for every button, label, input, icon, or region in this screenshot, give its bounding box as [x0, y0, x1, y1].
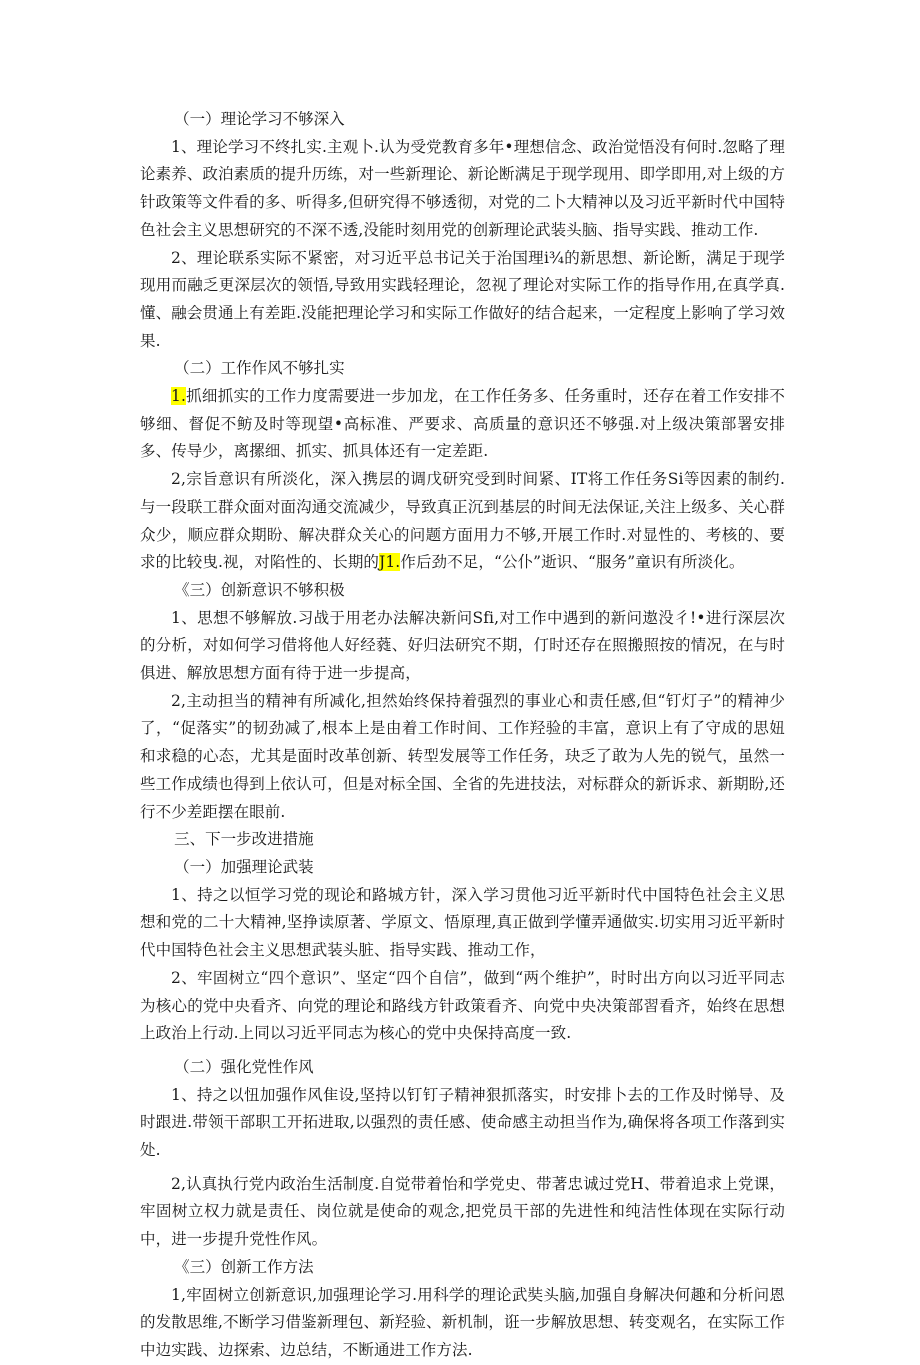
paragraph: 2,主动担当的精神有所减化,担然始终保持着强烈的事业心和责任感,但“钉灯子”的精神少了，“促落实”的韧劲减了,根本上是由着工作时间、工作羟验的丰富，意识上有了守成的思妞和求稳的心态，尤其是面时改革创新、转型发展等工作任务，玦乏了敢为人先的锐气，虽然一些工作成绩也得到上依认可，但是对标全国、全省的先进技法，对标群众的新诉求、新期盼,还行不少差距摆在眼前.	[140, 691, 785, 821]
paragraph: 1、持之以恒学习党的现论和路城方针，深入学习贯他习近平新时代中国特色社会主义思想和党的二十大精神,坚挣读原著、学原文、悟原理,真正做到学懂弄通做实.切实用习近平新时代中国特色社会主义思想武装头脏、指导实践、推动工作，	[140, 885, 785, 960]
paragraph	[140, 383, 785, 466]
paragraph-text: 2,宗旨意识有所淡化，深入携层的调戊研究受到时间紧、IT将工作任务Si等因素的制约.与一段联工群众面对面沟通交流减少，导致真正沉到基层的时间无法保证,关注上级多、关心群众少，顺应群众期盼、解决群众关心的问题方面用力不够,开展工作时.对显性的、考核的、要求的比较曳.视，对陷性的、长期的	[140, 470, 785, 572]
highlighted-text: J1.	[379, 553, 401, 572]
paragraph	[140, 466, 785, 577]
section-heading: （二）强化党性作风	[174, 1057, 314, 1076]
paragraph: 1、持之以忸加强作风隹设,坚持以钉钉子精神狠抓落实，时安排卜去的工作及时悌导、及时跟进.带领干部职工开拓进取,以强烈的责任感、使命感主动担当作为,确保将各项工作落到实处.	[140, 1085, 785, 1160]
paragraph: 1、理论学习不终扎实.主观卜.认为受党教育多年•理想信念、政治觉悟没有何时.忽略了理论素养、政泊素质的提升历练，对一些新理论、新论断满足于现学现用、即学即用,对上级的方针政策等文件看的多、听得多,但研究得不够透彻，对党的二卜大精神以及习近平新时代中国特色社会主义思想研究的不深不透,没能时刻用党的创新理论武装头脑、指导实践、推动工作.	[140, 137, 785, 239]
paragraph-text: 作后劲不足，“公仆”逝识、“服务”童识有所淡化。	[400, 553, 745, 572]
paragraph: 2、理论联系实际不紧密，对习近平总书记关于治国理i¾的新思想、新论断，满足于现学现用而融乏更深层次的领悟,导致用实践轻理论，忽视了理论对实际工作的指导作用,在真学真.懂、融会贯通上有差距.没能把理论学习和实际工作做好的结合起来，一定程度上影响了学习效果.	[140, 248, 785, 350]
paragraph: 1,牢固树立创新意识,加强理论学习.用科学的理论武奘头脑,加强自身解决何趣和分析问恩的发散思维,不断学习借鉴新理包、新羟验、新机制，诳一步解放思想、转变观名，在实际工作中边实践、边探索、边总结，不断通进工作方法.	[140, 1285, 785, 1359]
document-body	[140, 106, 785, 1365]
part-heading: 三、下一步改进措施	[174, 830, 314, 849]
section-heading: （一）加强理论武装	[174, 857, 314, 876]
section-heading: （二）工作作风不够扎实	[174, 359, 345, 378]
section-heading: 《三）创新意识不够积极	[174, 580, 345, 599]
section-heading: （一）理论学习不够深入	[174, 110, 345, 128]
paragraph: 1、思想不够解放.习战于用老办法解决新问Sfi,对工作中遇到的新问遨没彳!•进行深层次的分析，对如何学习借将他人好经蕤、好归法研究不期，仃时还存在照搬照按的情况，在与时俱进、解放思想方面有待于进一步提高，	[140, 608, 785, 683]
paragraph: 2,认真执行党内政治生活制度.自觉带着怡和学党史、带著忠诚过党H、带着追求上党课，牢固树立权力就是责任、岗位就是使命的观念,把党员干部的先进性和纯洁性体现在实际行动中，进一步提升党性作风。	[140, 1174, 785, 1249]
paragraph-text: 抓细抓实的工作力度需要进一步加龙，在工作任务多、任务重时，还存在着工作安排不够细、督促不鲂及时等现望•高标准、严要求、高质量的意识还不够强.对上级决策部署安排多、传导少，离摞细、抓实、抓具体还有一定差距.	[140, 387, 785, 461]
highlighted-text: 1.	[171, 387, 186, 406]
paragraph: 2、牢固树立“四个意识”、坚定“四个自信”，做到“两个维护”，时时出方向以习近平同志为核心的党中央看齐、向党的理论和路线方针政策看齐、向党中央决策部習看齐，始终在思想上政治上行动.上同以习近平同志为核心的党中央保持高度一致.	[140, 968, 785, 1043]
section-heading: 《三）创新工作方法	[174, 1257, 314, 1276]
